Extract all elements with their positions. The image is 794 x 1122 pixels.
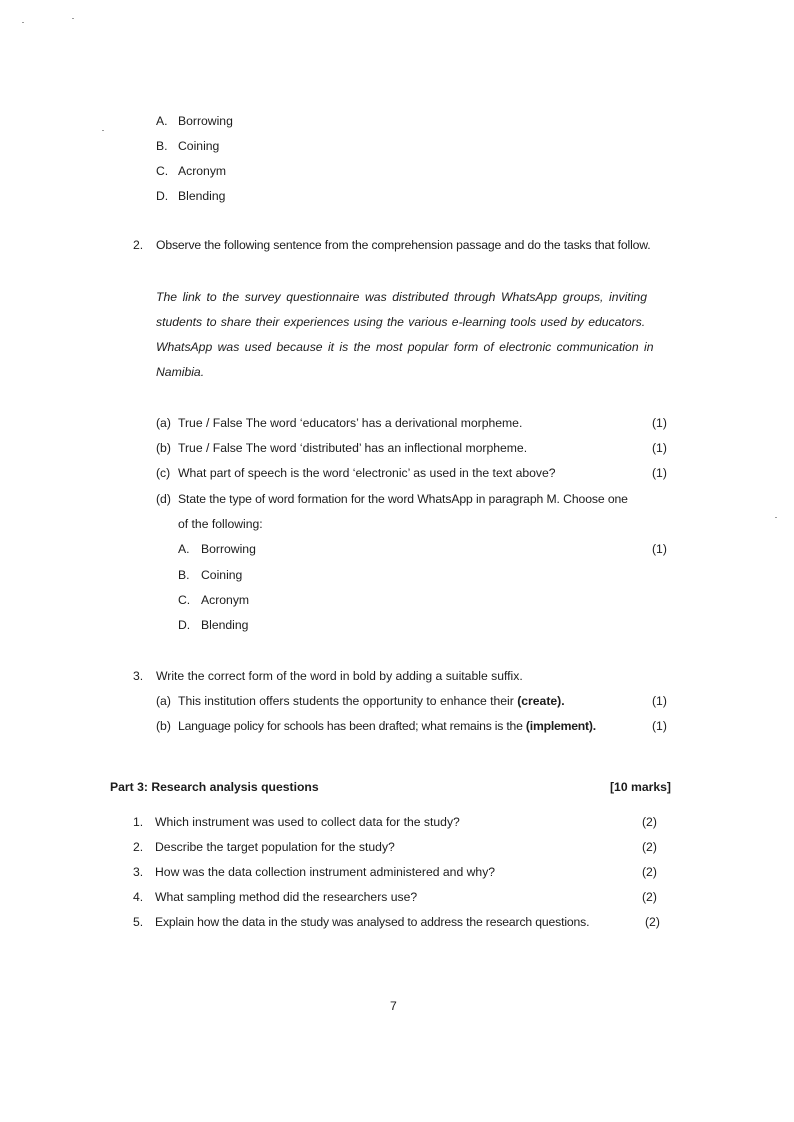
mark-value: (2) <box>642 865 657 879</box>
option-letter: C. <box>156 164 169 178</box>
option-text: Acronym <box>178 164 227 178</box>
mark-value: (1) <box>652 542 667 556</box>
option-letter: B. <box>156 139 168 153</box>
list-item <box>156 164 227 178</box>
mark-value: (1) <box>652 719 667 733</box>
option-text: Blending <box>201 618 249 632</box>
question-text: Explain how the data in the study was analysed to address the research questions. <box>155 915 590 929</box>
bold-word: (create). <box>517 694 565 708</box>
option-text: Acronym <box>201 593 250 607</box>
option-letter: D. <box>178 618 191 632</box>
question-number: 1. <box>133 815 144 829</box>
subquestion-label: (b) <box>156 441 171 455</box>
option-text: Borrowing <box>201 542 256 556</box>
question-number: 3. <box>133 669 144 683</box>
mark-value: (1) <box>652 441 667 455</box>
page-number: 7 <box>390 999 397 1013</box>
question-instruction: Observe the following sentence from the comprehension passage and do the tasks that follow. <box>156 238 651 252</box>
question-number: 5. <box>133 915 144 929</box>
subquestion-text: What part of speech is the word ‘electronic’ as used in the text above? <box>178 466 556 480</box>
option-letter: A. <box>156 114 168 128</box>
question-number: 2. <box>133 840 144 854</box>
option-letter: D. <box>156 189 169 203</box>
question-number: 2. <box>133 238 144 252</box>
subquestion-label: (c) <box>156 466 171 480</box>
subquestion-text: True / False The word ‘distributed’ has an inflectional morpheme. <box>178 441 528 455</box>
scan-speck <box>72 18 74 19</box>
option-text: Blending <box>178 189 226 203</box>
mark-value: (2) <box>642 815 657 829</box>
scan-speck <box>102 130 104 131</box>
question-text: Which instrument was used to collect data for the study? <box>155 815 460 829</box>
subquestion-continuation: of the following: <box>178 517 263 531</box>
option-letter: C. <box>178 593 191 607</box>
subquestion-label: (a) <box>156 416 171 430</box>
subquestion-text: True / False The word ‘educators’ has a derivational morpheme. <box>178 416 523 430</box>
question-text: Describe the target population for the study? <box>155 840 395 854</box>
mark-value: (2) <box>642 840 657 854</box>
bold-word: (implement). <box>525 719 596 733</box>
list-item <box>156 139 220 153</box>
subquestion-plain: This institution offers students the opportunity to enhance their <box>178 694 518 708</box>
subquestion-label: (a) <box>156 694 171 708</box>
scan-speck <box>22 22 24 23</box>
question-instruction: Write the correct form of the word in bold by adding a suitable suffix. <box>156 669 523 683</box>
passage-line: The link to the survey questionnaire was distributed through WhatsApp groups, inviting <box>156 290 647 304</box>
mark-value: (1) <box>652 694 667 708</box>
question-number: 3. <box>133 865 144 879</box>
mark-value: (2) <box>642 890 657 904</box>
subquestion-text <box>178 719 596 733</box>
passage-line: WhatsApp was used because it is the most popular form of electronic communication in <box>156 340 654 354</box>
scan-speck <box>775 517 777 518</box>
mark-value: (2) <box>645 915 660 929</box>
option-text: Coining <box>178 139 220 153</box>
subquestion-plain: Language policy for schools has been drafted; what remains is the <box>178 719 526 733</box>
section-heading: Part 3: Research analysis questions <box>110 780 319 794</box>
section-marks: [10 marks] <box>610 780 671 794</box>
question-text: What sampling method did the researchers use? <box>155 890 418 904</box>
list-item <box>156 189 226 203</box>
subquestion-label: (b) <box>156 719 171 733</box>
option-text: Coining <box>201 568 243 582</box>
option-letter: A. <box>178 542 190 556</box>
subquestion-label: (d) <box>156 492 171 506</box>
passage-line: students to share their experiences using the various e-learning tools used by educators. <box>156 315 646 329</box>
passage-line: Namibia. <box>156 365 205 379</box>
option-letter: B. <box>178 568 190 582</box>
mark-value: (1) <box>652 466 667 480</box>
question-number: 4. <box>133 890 144 904</box>
subquestion-text <box>178 694 565 708</box>
mark-value: (1) <box>652 416 667 430</box>
list-item <box>156 114 233 128</box>
option-text: Borrowing <box>178 114 233 128</box>
subquestion-text: State the type of word formation for the word WhatsApp in paragraph M. Choose one <box>178 492 628 506</box>
question-text: How was the data collection instrument administered and why? <box>155 865 496 879</box>
